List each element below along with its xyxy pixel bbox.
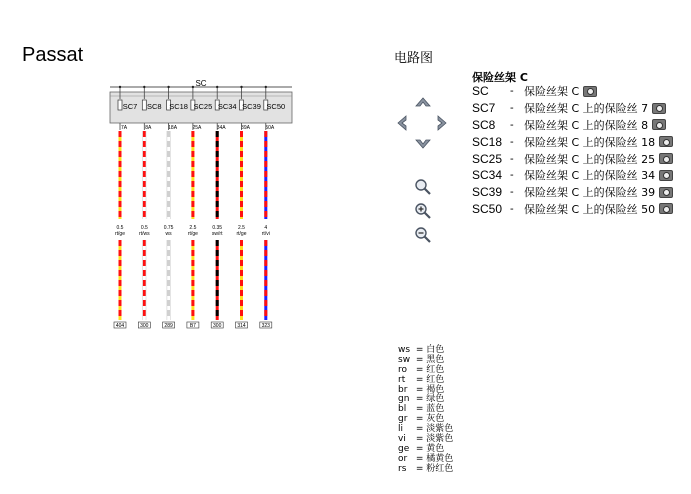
wire-size-label: 0.75 <box>163 225 174 231</box>
color-legend-item: rt = 红色 <box>398 374 445 385</box>
camera-icon[interactable] <box>659 136 673 147</box>
junction-dot <box>167 86 169 88</box>
camera-icon[interactable] <box>652 103 666 114</box>
diagram-title: 电路图 <box>394 51 434 66</box>
pan-down-icon <box>416 140 430 148</box>
fuse-rating: 7A <box>120 125 128 131</box>
zoom-in-button[interactable] <box>414 202 432 220</box>
camera-icon[interactable] <box>659 170 673 181</box>
wire-color-label: ws <box>165 231 172 237</box>
terminal-label: B7 <box>189 323 196 329</box>
color-legend-item: li = 淡紫色 <box>398 424 454 435</box>
fuse-label: SC7 <box>122 102 138 111</box>
wire-color-label: rt/ge <box>114 231 126 237</box>
color-legend-item: rs = 粉红色 <box>398 463 454 474</box>
wire-color-label: sw/rt <box>211 231 223 237</box>
wire-size-label: 2.5 <box>238 225 245 231</box>
zoom-fit-icon <box>414 178 432 196</box>
color-legend-item: sw = 黑色 <box>398 354 445 365</box>
color-legend-item: bl = 蓝色 <box>398 404 445 415</box>
legend-item-sc34: SC34 - 保险丝架 C 上的保险丝 34 <box>472 167 673 184</box>
legend-item-sc50: SC50 - 保险丝架 C 上的保险丝 50 <box>472 201 673 218</box>
camera-icon[interactable] <box>659 153 673 164</box>
terminal-label: 323 <box>261 323 270 329</box>
zoom-out-icon <box>414 226 432 244</box>
camera-icon[interactable] <box>652 119 666 130</box>
fuse-label: SC18 <box>169 102 188 111</box>
fuse-label: SC8 <box>147 102 162 111</box>
fuse-rating: 18A <box>168 125 178 131</box>
camera-icon[interactable] <box>659 187 673 198</box>
legend-heading: 保险丝架 C <box>472 71 528 84</box>
wire-size-label: 2.5 <box>189 225 197 231</box>
pan-left-button[interactable] <box>394 114 410 132</box>
fuse-rating: 34A <box>216 125 226 131</box>
pan-up-button[interactable] <box>414 94 432 110</box>
camera-icon[interactable] <box>583 86 597 97</box>
color-legend-item: ws = 白色 <box>398 345 445 355</box>
zoom-fit-button[interactable] <box>414 178 432 196</box>
color-legend-item: gn = 绿色 <box>398 394 445 405</box>
legend-item-sc39: SC39 - 保险丝架 C 上的保险丝 39 <box>472 184 673 201</box>
page-title: Passat <box>22 44 84 66</box>
fuse-symbol <box>118 100 122 110</box>
wire-color-label: rt/vi <box>261 231 270 237</box>
fuse-label: SC25 <box>193 102 213 111</box>
pan-right-icon <box>438 116 446 130</box>
wire-size-label: 0.35 <box>212 225 223 231</box>
color-legend-item: ge = 黄色 <box>398 443 445 454</box>
fuse-label: SC50 <box>266 102 286 111</box>
junction-dot <box>143 86 145 88</box>
terminal-label: 404 <box>115 323 125 329</box>
junction-dot <box>192 86 194 88</box>
terminal-label: 289 <box>164 323 173 329</box>
zoom-out-button[interactable] <box>414 226 432 244</box>
fuse-label: SC34 <box>217 102 237 111</box>
color-legend-item: ro = 红色 <box>398 364 445 375</box>
bus-label: SC <box>195 79 207 88</box>
junction-dot <box>265 86 267 88</box>
legend-item-sc7: SC7 - 保险丝架 C 上的保险丝 7 <box>472 100 673 117</box>
legend-item-sc8: SC8 - 保险丝架 C 上的保险丝 8 <box>472 117 673 134</box>
wire-color-label: rt/ws <box>139 231 150 237</box>
color-legend-item: vi = 淡紫色 <box>398 434 454 445</box>
fuse-rating: 39A <box>241 125 250 131</box>
zoom-in-icon <box>414 202 432 220</box>
fuse-rating: 8A <box>145 125 152 131</box>
junction-dot <box>240 86 242 88</box>
color-legend-item: br = 褐色 <box>398 384 445 395</box>
pan-up-icon <box>416 98 430 106</box>
legend-item-sc18: SC18 - 保险丝架 C 上的保险丝 18 <box>472 133 673 150</box>
legend-item-sc25: SC25 - 保险丝架 C 上的保险丝 25 <box>472 150 673 167</box>
wire-size-label: 4 <box>264 225 268 231</box>
legend-item-sc: SC - 保险丝架 C <box>472 83 673 100</box>
wire-color-label: rt/ge <box>187 231 198 237</box>
wire-size-label: 0.5 <box>140 225 148 231</box>
junction-dot <box>216 86 218 88</box>
wire-color-label: rt/ge <box>236 231 247 237</box>
terminal-label: 300 <box>213 323 222 329</box>
pan-down-button[interactable] <box>414 136 432 152</box>
pan-right-button[interactable] <box>434 114 450 132</box>
wire-color-legend <box>398 346 453 475</box>
fuse-legend-list <box>472 83 673 217</box>
pan-left-icon <box>398 116 406 130</box>
junction-dot <box>119 86 121 88</box>
fuse-rating: 25A <box>192 125 202 131</box>
terminal-label: 314 <box>237 323 246 329</box>
fuse-label: SC39 <box>242 102 261 111</box>
wire-size-label: 0.5 <box>116 225 124 231</box>
camera-icon[interactable] <box>659 203 673 214</box>
color-legend-item: gr = 灰色 <box>398 414 445 425</box>
fuse-rating: 50A <box>265 125 275 131</box>
fuse-symbol <box>142 100 146 110</box>
color-legend-item: or = 橘黄色 <box>398 453 454 464</box>
terminal-label: 300 <box>140 323 149 329</box>
